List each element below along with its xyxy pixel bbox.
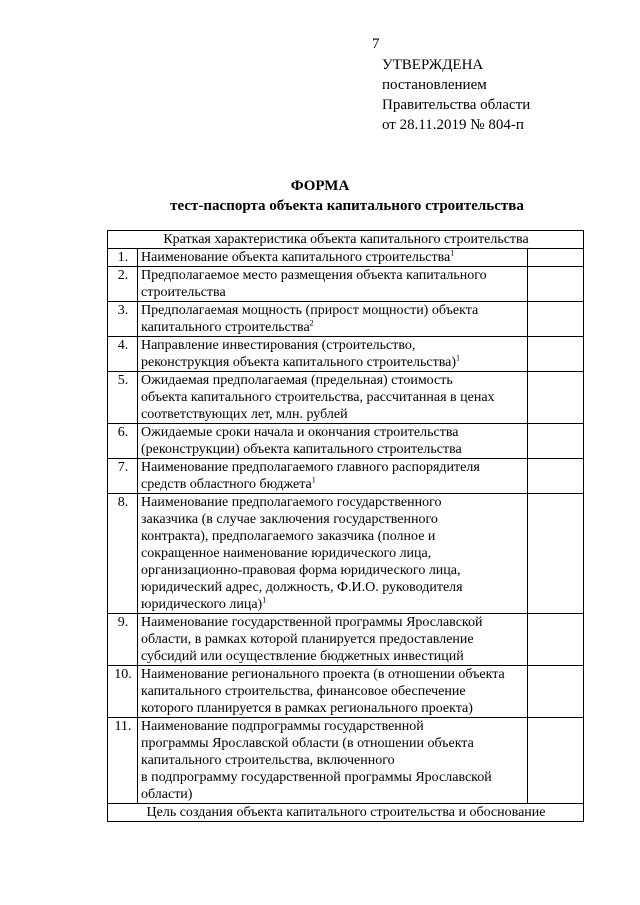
row-number: 8. [108, 494, 138, 614]
row-label-line [141, 769, 525, 786]
row-value-cell[interactable] [527, 718, 583, 804]
row-label [138, 718, 528, 804]
footnote-marker: 1 [311, 475, 316, 485]
table-row [108, 302, 584, 337]
row-label-line [141, 459, 525, 476]
section-row-bottom [108, 804, 584, 822]
row-label-text: Предполагаемая мощность (прирост мощности) объекта [141, 303, 479, 318]
row-label-line [141, 302, 525, 319]
row-label [138, 424, 528, 459]
footnote-marker: 1 [262, 595, 267, 605]
row-label-text: Наименование регионального проекта (в отношении объекта [141, 667, 505, 682]
row-value-cell[interactable] [527, 614, 583, 666]
row-label-line [141, 267, 525, 284]
row-label [138, 267, 528, 302]
approval-line: УТВЕРЖДЕНА [382, 57, 484, 73]
row-label-text: юридического лица) [141, 597, 263, 612]
section-heading-top: Краткая характеристика объекта капитального строительства [108, 231, 584, 249]
row-label-text: программы Ярославской области (в отношении объекта [141, 736, 474, 751]
document-title [0, 176, 640, 216]
row-label-line [141, 441, 525, 458]
row-label-line [141, 337, 525, 354]
row-label-text: капитального строительства, финансовое обеспечение [141, 684, 466, 699]
page-number: 7 [372, 36, 380, 52]
table-row [108, 372, 584, 424]
table-row [108, 267, 584, 302]
title-line-1: ФОРМА [290, 178, 350, 194]
row-label-line [141, 614, 525, 631]
row-label-text: средств областного бюджета [141, 477, 312, 492]
row-label-text: Наименование объекта капитального строительства [141, 250, 451, 265]
row-label-text: которого планируется в рамках регионального проекта) [141, 701, 473, 716]
row-label-text: сокращенное наименование юридического лица, [141, 546, 432, 561]
row-label [138, 666, 528, 718]
footnote-marker: 1 [456, 353, 461, 363]
row-label-text: Наименование предполагаемого государственного [141, 495, 442, 510]
row-label [138, 249, 528, 267]
table-row [108, 249, 584, 267]
table-row [108, 337, 584, 372]
approval-line: постановлением [382, 77, 487, 93]
row-label-line [141, 631, 525, 648]
row-number: 5. [108, 372, 138, 424]
row-label-line [141, 354, 525, 371]
approval-line: от 28.11.2019 № 804-п [382, 117, 524, 133]
row-label-text: соответствующих лет, млн. рублей [141, 407, 348, 422]
footnote-marker: 1 [450, 248, 455, 258]
row-label-line [141, 666, 525, 683]
title-line-2: тест-паспорта объекта капитального строительства [170, 198, 524, 214]
row-value-cell[interactable] [527, 337, 583, 372]
row-label-text: организационно-правовая форма юридического лица, [141, 563, 461, 578]
row-label-text: Наименование государственной программы Ярославской [141, 615, 483, 630]
table-row [108, 494, 584, 614]
row-label [138, 337, 528, 372]
row-label [138, 302, 528, 337]
row-label-line [141, 494, 525, 511]
row-label-text: в подпрограмму государственной программы Ярославской [141, 770, 492, 785]
row-value-cell[interactable] [527, 267, 583, 302]
table-row [108, 459, 584, 494]
row-label-line [141, 683, 525, 700]
row-label-text: Наименование подпрограммы государственной [141, 719, 424, 734]
row-label-line [141, 579, 525, 596]
row-label-line [141, 700, 525, 717]
row-number: 4. [108, 337, 138, 372]
row-label-line [141, 424, 525, 441]
row-label-text: Предполагаемое место размещения объекта капитального [141, 268, 487, 283]
row-label-line [141, 545, 525, 562]
row-label-line [141, 372, 525, 389]
row-label [138, 614, 528, 666]
row-number: 10. [108, 666, 138, 718]
row-label-text: юридический адрес, должность, Ф.И.О. руководителя [141, 580, 463, 595]
row-label-line [141, 249, 525, 266]
row-label [138, 372, 528, 424]
row-label [138, 459, 528, 494]
row-value-cell[interactable] [527, 249, 583, 267]
row-number: 3. [108, 302, 138, 337]
row-label-text: капитального строительства, включенного [141, 753, 395, 768]
row-label [138, 494, 528, 614]
row-label-text: объекта капитального строительства, рассчитанная в ценах [141, 390, 495, 405]
row-label-line [141, 528, 525, 545]
row-label-line [141, 718, 525, 735]
row-number: 11. [108, 718, 138, 804]
table-row [108, 666, 584, 718]
row-number: 2. [108, 267, 138, 302]
row-label-line [141, 786, 525, 803]
row-label-line [141, 648, 525, 665]
row-number: 1. [108, 249, 138, 267]
row-value-cell[interactable] [527, 459, 583, 494]
row-label-line [141, 562, 525, 579]
row-label-text: Направление инвестирования (строительство, [141, 338, 416, 353]
row-label-text: (реконструкции) объекта капитального строительства [141, 442, 462, 457]
row-label-line [141, 735, 525, 752]
row-label-text: Ожидаемые сроки начала и окончания строительства [141, 425, 459, 440]
row-number: 7. [108, 459, 138, 494]
row-number: 6. [108, 424, 138, 459]
row-label-text: капитального строительства [141, 320, 310, 335]
row-value-cell[interactable] [527, 666, 583, 718]
approval-line: Правительства области [382, 97, 531, 113]
row-label-line [141, 511, 525, 528]
row-value-cell[interactable] [527, 302, 583, 337]
row-label-text: строительства [141, 285, 226, 300]
footnote-marker: 2 [309, 318, 314, 328]
row-value-cell[interactable] [527, 372, 583, 424]
row-label-text: Ожидаемая предполагаемая (предельная) стоимость [141, 373, 453, 388]
table-row [108, 614, 584, 666]
row-label-line [141, 319, 525, 336]
row-label-line [141, 596, 525, 613]
passport-table [107, 230, 584, 822]
row-label-line [141, 284, 525, 301]
row-number: 9. [108, 614, 138, 666]
row-label-line [141, 476, 525, 493]
table-row [108, 718, 584, 804]
approval-stamp [382, 55, 530, 135]
row-label-text: области, в рамках которой планируется предоставление [141, 632, 474, 647]
row-label-text: субсидий или осуществление бюджетных инвестиций [141, 649, 464, 664]
row-value-cell[interactable] [527, 424, 583, 459]
row-label-text: контракта), предполагаемого заказчика (полное и [141, 529, 436, 544]
row-label-line [141, 752, 525, 769]
row-label-text: заказчика (в случае заключения государственного [141, 512, 438, 527]
section-row-top [108, 231, 584, 249]
section-heading-bottom: Цель создания объекта капитального строительства и обоснование [108, 804, 584, 822]
row-label-text: реконструкция объекта капитального строительства) [141, 355, 457, 370]
row-label-text: области) [141, 787, 193, 802]
row-value-cell[interactable] [527, 494, 583, 614]
table-row [108, 424, 584, 459]
row-label-text: Наименование предполагаемого главного распорядителя [141, 460, 480, 475]
row-label-line [141, 406, 525, 423]
row-label-line [141, 389, 525, 406]
